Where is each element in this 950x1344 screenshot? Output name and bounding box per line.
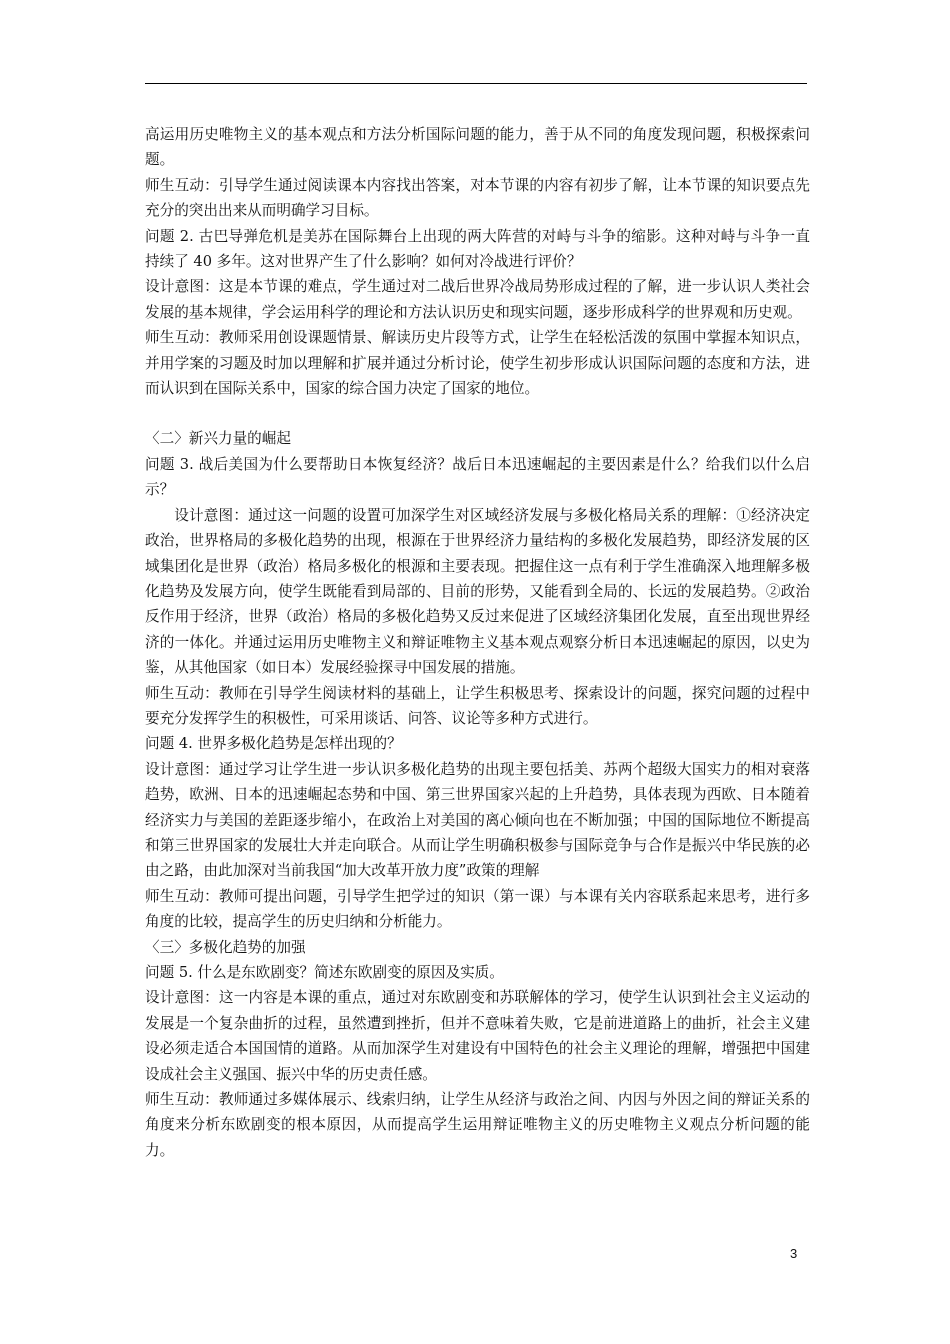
section-heading-2: 〈二〉新兴力量的崛起: [145, 430, 291, 448]
paragraph-design-intent-3: 设计意图：通过这一问题的设置可加深学生对区域经济发展与多极化格局关系的理解：①经济决定政治，世界格局的多极化趋势的出现，根源在于世界经济力量结构的多极化发展趋势，即经济发展的区域集团化是世界（政治）格局多极化的根源和主要表现。把握住这一点有利于学生准确深入地理解多极化趋势及发展方向，使学生既能看到局部的、目前的形势，又能看到全局的、长远的发展趋势。②政治反作用于经济，世界（政治）格局的多极化趋势又反过来促进了区域经济集团化发展，直至出现世界经济的一体化。并通过运用历史唯物主义和辩证唯物主义基本观点观察分析日本迅速崛起的原因，以史为鉴，从其他国家（如日本）发展经验探寻中国发展的措施。: [145, 506, 810, 677]
paragraph-interaction-4: 师生互动：教师可提出问题，引导学生把学过的知识（第一课）与本课有关内容联系起来思考，进行多角度的比较，提高学生的历史归纳和分析能力。: [145, 887, 810, 931]
page-number: 3: [790, 1246, 798, 1261]
paragraph-interaction-2: 师生互动：教师采用创设课题情景、解读历史片段等方式，让学生在轻松活泼的氛围中掌握本知识点，并用学案的习题及时加以理解和扩展并通过分析讨论，使学生初步形成认识国际问题的态度和方法，进而认识到在国际关系中，国家的综合国力决定了国家的地位。: [145, 329, 810, 398]
paragraph-design-intent-5: 设计意图：这一内容是本课的重点，通过对东欧剧变和苏联解体的学习，使学生认识到社会主义运动的发展是一个复杂曲折的过程，虽然遭到挫折，但并不意味着失败，它是前进道路上的曲折，社会主义建设必须走适合本国国情的道路。从而加深学生对建设有中国特色的社会主义理论的理解，增强把中国建设成社会主义强国、振兴中华的历史责任感。: [145, 989, 810, 1083]
paragraph-question-4: 问题 4. 世界多极化趋势是怎样出现的？: [145, 735, 402, 753]
paragraph-interaction-3: 师生互动：教师在引导学生阅读材料的基础上，让学生积极思考、探索设计的问题，探究问题的过程中要充分发挥学生的积极性，可采用谈话、问答、议论等多种方式进行。: [145, 684, 810, 727]
section-heading-3: 〈三〉多极化趋势的加强: [145, 938, 306, 956]
paragraph-question-5: 问题 5. 什么是东欧剧变？简述东欧剧变的原因及实质。: [145, 964, 504, 981]
paragraph-design-intent-4: 设计意图：通过学习让学生进一步认识多极化趋势的出现主要包括美、苏两个超级大国实力的相对衰落趋势，欧洲、日本的迅速崛起态势和中国、第三世界国家兴起的上升趋势，具体表现为西欧、日本随着经济实力与美国的差距逐步缩小，在政治上对美国的离心倾向也在不断加强；中国的国际地位不断提高和第三世界国家的发展壮大并走向联合。从而让学生明确积极参与国际竞争与合作是振兴中华民族的必由之路，由此加深对当前我国“加大改革开放力度”政策的理解: [145, 760, 810, 880]
section-spacer: [145, 401, 810, 426]
paragraph-interaction-1: 师生互动：引导学生通过阅读课本内容找出答案，对本节课的内容有初步了解，让本节课的知识要点先充分的突出出来从而明确学习目标。: [145, 176, 810, 220]
paragraph-interaction-5: 师生互动：教师通过多媒体展示、线索归纳，让学生从经济与政治之间、内因与外因之间的辩证关系的角度来分析东欧剧变的根本原因，从而提高学生运用辩证唯物主义的历史唯物主义观点分析问题的能力。: [145, 1091, 810, 1159]
paragraph-question-2: 问题 2. 古巴导弹危机是美苏在国际舞台上出现的两大阵营的对峙与斗争的缩影。这种对峙与斗争一直持续了 40 多年。这对世界产生了什么影响？如何对冷战进行评价？: [145, 227, 810, 271]
body-text: [145, 122, 810, 1163]
paragraph-continuation: 高运用历史唯物主义的基本观点和方法分析国际问题的能力，善于从不同的角度发现问题，积极探索问题。: [145, 126, 810, 169]
paragraph-design-intent-2: 设计意图：这是本节课的难点，学生通过对二战后世界冷战局势形成过程的了解，进一步认识人类社会发展的基本规律，学会运用科学的理论和方法认识历史和现实问题，逐步形成科学的世界观和历史观。: [145, 278, 810, 321]
header-rule: [145, 83, 807, 84]
paragraph-question-3: 问题 3. 战后美国为什么要帮助日本恢复经济？战后日本迅速崛起的主要因素是什么？给我们以什么启示？: [145, 455, 810, 499]
